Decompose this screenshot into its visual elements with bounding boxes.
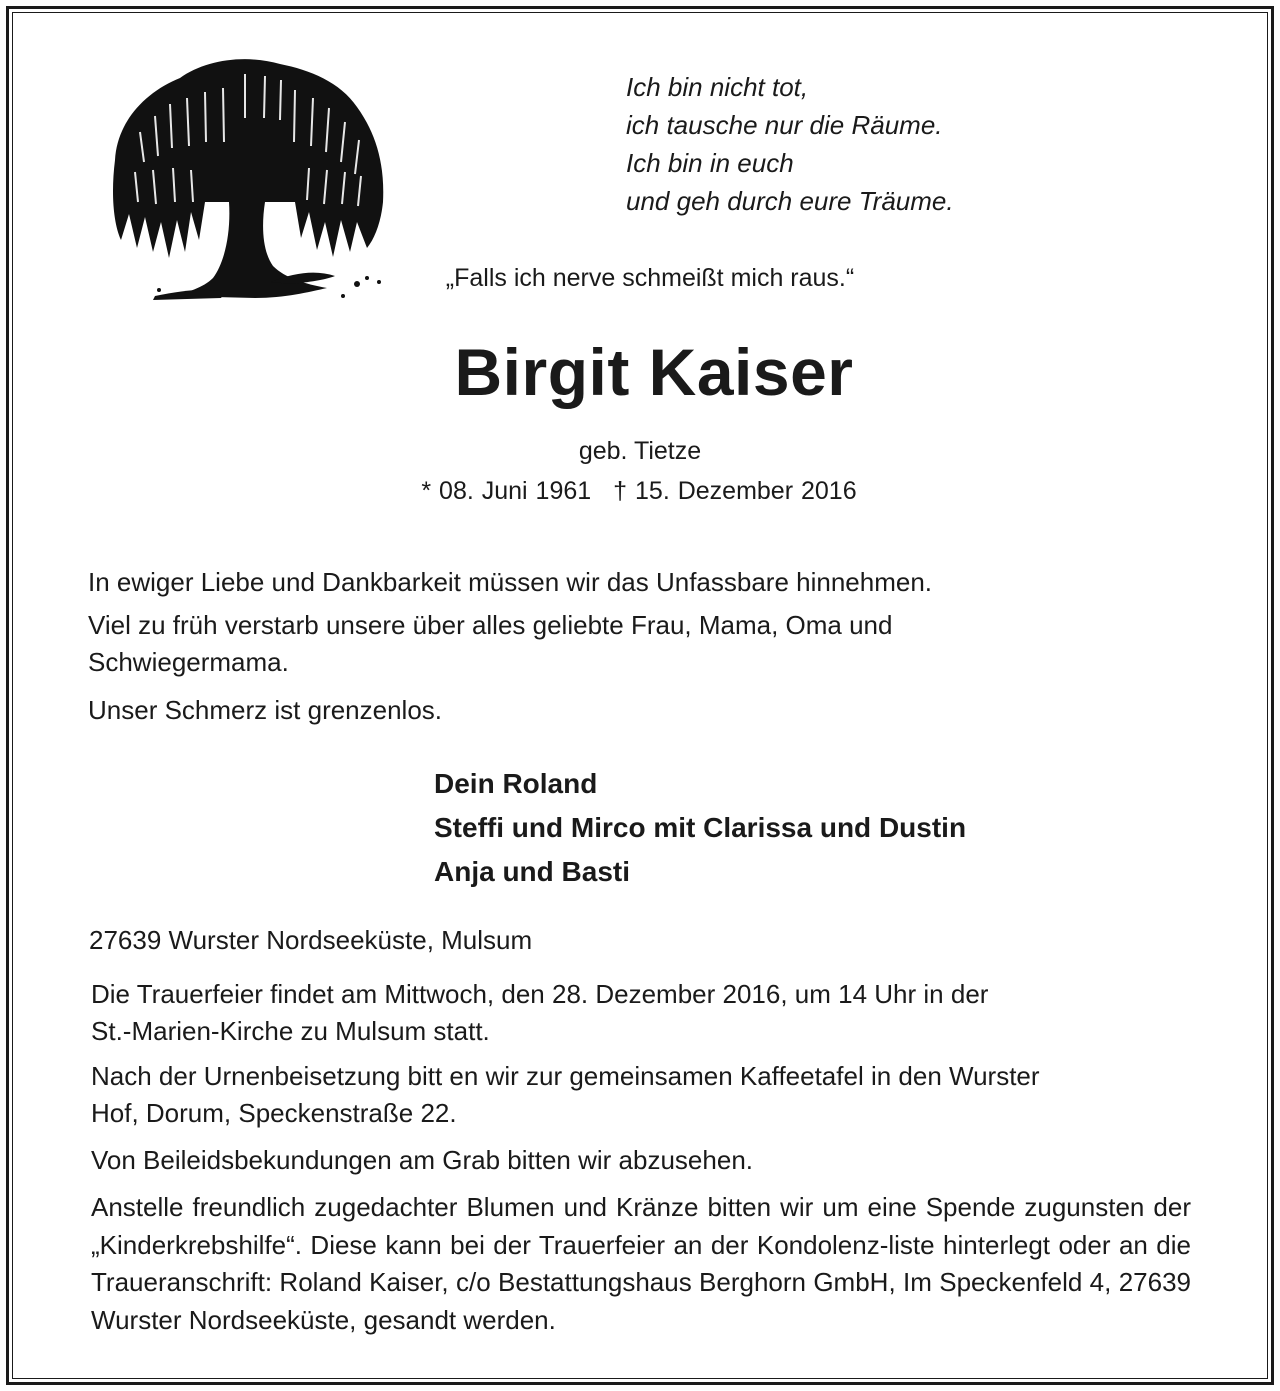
message-line: In ewiger Liebe und Dankbarkeit müssen wir das Unfassbare hinnehmen. [88, 567, 933, 597]
service-line: Hof, Dorum, Speckenstraße 22. [91, 1098, 457, 1128]
deceased-name: Birgit Kaiser [454, 335, 854, 409]
mourners-list [434, 762, 966, 894]
poem-line: Ich bin nicht tot, [626, 72, 809, 102]
service-line: St.-Marien-Kirche zu Mulsum statt. [91, 1016, 490, 1046]
location: 27639 Wurster Nordseeküste, Mulsum [89, 925, 533, 955]
birth-date: * 08. Juni 1961 [421, 477, 592, 505]
mourner: Anja und Basti [434, 856, 631, 887]
message-line: Schwiegermama. [88, 647, 289, 677]
death-date: † 15. Dezember 2016 [613, 477, 857, 505]
service-line: Die Trauerfeier findet am Mittwoch, den 28. Dezember 2016, um 14 Uhr in der [91, 979, 989, 1009]
mourner: Dein Roland [434, 768, 598, 799]
poem-line: und geh durch eure Träume. [626, 186, 954, 216]
message-line: Unser Schmerz ist grenzenlos. [88, 695, 443, 725]
service-line: Nach der Urnenbeisetzung bitt en wir zur gemeinsamen Kaffeetafel in den Wurster [91, 1061, 1040, 1091]
message-line: Viel zu früh verstarb unsere über alles geliebte Frau, Mama, Oma und [88, 610, 893, 640]
donation-paragraph: Anstelle freundlich zugedachter Blumen und Kränze bitten wir um eine Spende zugunsten der „Kinderkrebshilfe“. Diese kann bei der Trauerfeier an der Kondolenz-liste hinterlegt oder an die Traueranschrift: Roland Kaiser, c/o Bestattungshaus Berghorn GmbH, Im Speckenfeld 4, 27639 Wurster Nordseeküste, gesandt werden. [91, 1192, 1191, 1335]
mourner: Steffi und Mirco mit Clarissa und Dustin [434, 812, 967, 843]
birth-name: geb. Tietze [578, 437, 702, 465]
poem-line: Ich bin in euch [626, 148, 794, 178]
life-dates [0, 477, 1278, 506]
poem [626, 68, 954, 220]
poem-line: ich tausche nur die Räume. [626, 110, 943, 140]
service-line: Von Beileidsbekundungen am Grab bitten wir abzusehen. [91, 1145, 753, 1175]
personal-quote: „Falls ich nerve schmeißt mich raus.“ [445, 264, 855, 292]
